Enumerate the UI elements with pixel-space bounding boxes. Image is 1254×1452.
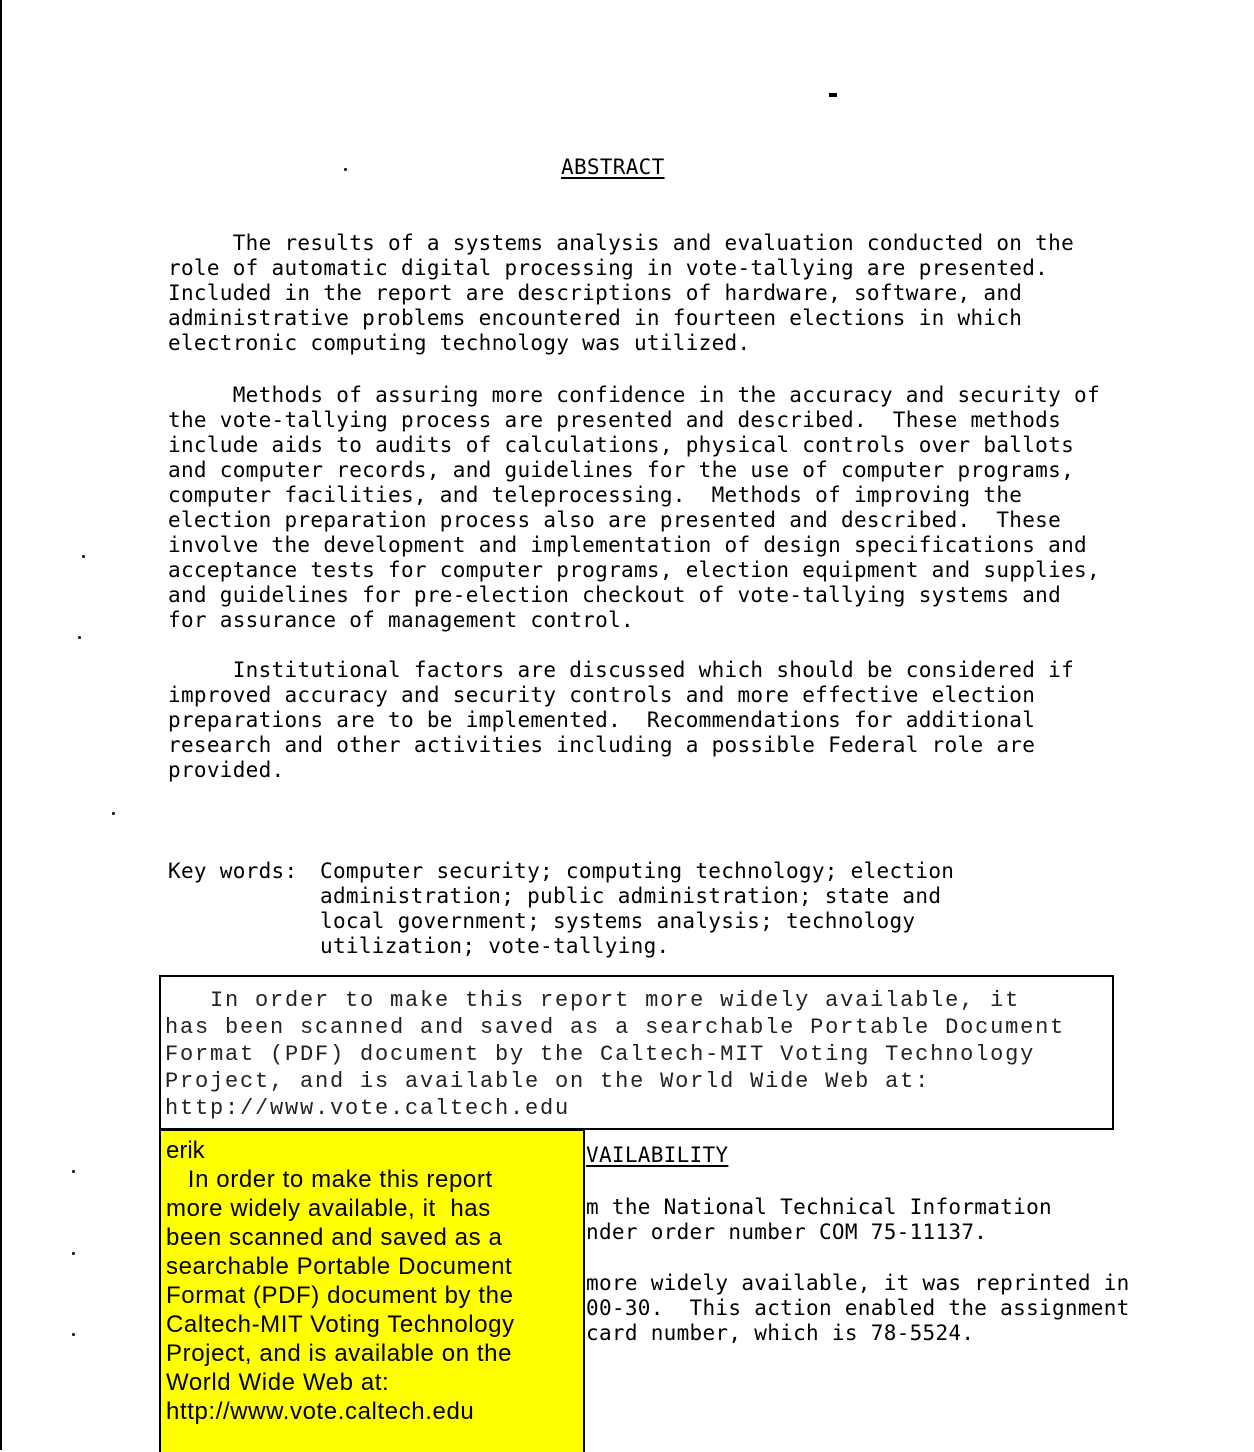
abstract-paragraph-2: Methods of assuring more confidence in the accuracy and security of the vote-tallying process are presented and described. These methods include aids to audits of calculations, physical controls over ballots and computer records, and guidelines for the use of computer programs, computer facilities, and teleprocessing. Methods of improving the election preparation process also are presented and described. These involve the development and implementation of design specifications and acceptance tests for computer programs, election equipment and supplies, and guidelines for pre-election checkout of vote-tallying systems and for assurance of management control. bbox=[168, 383, 1100, 632]
page-left-edge bbox=[0, 0, 2, 1450]
scan-speck bbox=[82, 555, 85, 558]
scan-speck bbox=[72, 1333, 75, 1336]
page-title: ABSTRACT bbox=[561, 155, 665, 179]
pdf-notice-text: In order to make this report more widely available, it has been scanned and saved as a searchable Portable Document Format (PDF) document by the Caltech-MIT Voting Technology Project, and is available on the World Wide Web at: http://www.vote.caltech.edu bbox=[165, 988, 1066, 1121]
pdf-notice-box bbox=[159, 975, 1114, 1130]
abstract-paragraph-3: Institutional factors are discussed which should be considered if improved accuracy and security controls and more effective election preparations are to be implemented. Recommendations for additional research and other activities including a possible Federal role are provided. bbox=[168, 658, 1075, 782]
keywords-list: Computer security; computing technology; election administration; public administration; state and local government; systems analysis; technology utilization; vote-tallying. bbox=[320, 859, 955, 958]
scan-speck bbox=[112, 812, 115, 815]
scan-speck bbox=[72, 1170, 75, 1173]
scan-mark bbox=[829, 93, 837, 97]
sticky-note-text[interactable]: In order to make this report more widely available, it has been scanned and saved as a searchable Portable Document Format (PDF) document by the Caltech-MIT Voting Technology Project, and is available on the World Wide Web at: http://www.vote.caltech.edu bbox=[166, 1166, 515, 1425]
abstract-paragraph-1: The results of a systems analysis and evaluation conducted on the role of automatic digital processing in vote-tallying are presented. Included in the report are descriptions of hardware, software, and administrative problems encountered in fourteen elections in which electronic computing technology was utilized. bbox=[168, 231, 1075, 355]
availability-paragraph-1: m the National Technical Information nder order number COM 75-11137. bbox=[586, 1195, 1052, 1244]
sticky-note-annotation[interactable] bbox=[159, 1129, 585, 1452]
scan-speck bbox=[72, 1252, 75, 1255]
keywords-label: Key words: bbox=[168, 859, 298, 883]
scan-speck bbox=[344, 168, 347, 171]
availability-heading: VAILABILITY bbox=[586, 1143, 729, 1167]
scan-speck bbox=[78, 636, 81, 639]
availability-paragraph-2: more widely available, it was reprinted in 00-30. This action enabled the assignment card number, which is 78-5524. bbox=[586, 1271, 1130, 1345]
sticky-note-author: erik bbox=[166, 1137, 205, 1164]
